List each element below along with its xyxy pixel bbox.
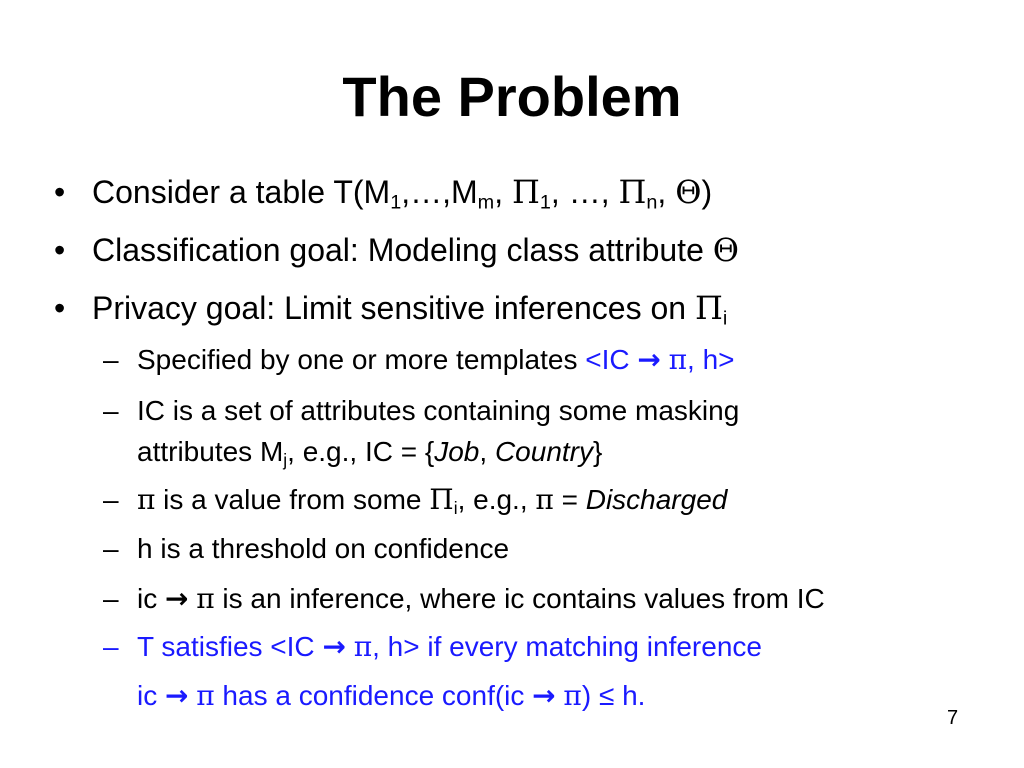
dash-marker: – [103, 583, 119, 614]
dash-marker: – [103, 631, 119, 662]
sub-bullet-ic-definition: – IC is a set of attributes containing some masking [137, 392, 739, 430]
pi-symbol: π [535, 483, 554, 516]
dash-marker: – [103, 533, 119, 564]
bullet-classification-goal: • Classification goal: Modeling class attribute Θ [54, 231, 739, 269]
pi-symbol: π [563, 679, 582, 712]
bullet-table-definition: • Consider a table $T(M_1,\dots,M_m$, $\Pi_1$, …, $\Pi_n$, Θ) [54, 173, 713, 214]
sub-bullet-satisfies: – T satisfies <IC → π, h> if every matching inference [137, 628, 762, 666]
dash-marker: – [103, 484, 119, 515]
bullet-marker: • [54, 290, 66, 326]
sub-bullet-pi-value: – π is a value from some $\Pi_i$, e.g., π = Discharged [103, 483, 728, 518]
pi-symbol: π [353, 630, 373, 663]
leq-symbol: ≤ [598, 680, 615, 711]
arrow-icon: → [165, 679, 189, 712]
theta-symbol: Θ [712, 231, 739, 269]
sub-bullet-inference: – ic → π is an inference, where ic contains values from IC [137, 580, 825, 618]
arrow-icon: → [532, 679, 556, 712]
pi-symbol: Π [618, 173, 647, 211]
pi-symbol: π [668, 343, 688, 376]
bullet-privacy-goal: • Privacy goal: Limit sensitive inferences on $\Pi_i$ [54, 289, 728, 330]
sub-bullet-ic-definition-cont: attributes $M_j$, e.g., IC = {Job, Country} [137, 436, 603, 470]
arrow-icon: → [322, 630, 346, 663]
bullet-marker: • [54, 232, 66, 268]
pi-symbol: π [196, 582, 215, 615]
slide-title: The Problem [342, 65, 682, 128]
arrow-icon: → [165, 582, 189, 615]
sub-bullet-templates: – Specified by one or more templates <IC → π, h> [137, 341, 735, 379]
page-number: 7 [947, 707, 959, 729]
arrow-icon: → [637, 343, 661, 376]
pi-symbol: Π [511, 173, 540, 211]
dash-marker: – [103, 344, 119, 375]
pi-symbol: π [137, 483, 156, 516]
pi-symbol: π [196, 679, 215, 712]
theta-symbol: Θ [675, 173, 702, 211]
pi-symbol: Π [694, 289, 723, 327]
sub-bullet-threshold: – h is a threshold on confidence [137, 530, 509, 568]
dash-marker: – [103, 395, 119, 426]
sub-bullet-satisfies-cont: ic → π has a confidence conf(ic → π) ≤ h. [137, 679, 646, 712]
pi-symbol: Π [429, 483, 454, 516]
bullet-marker: • [54, 174, 66, 210]
template-notation: <IC → π, h> [585, 343, 735, 376]
